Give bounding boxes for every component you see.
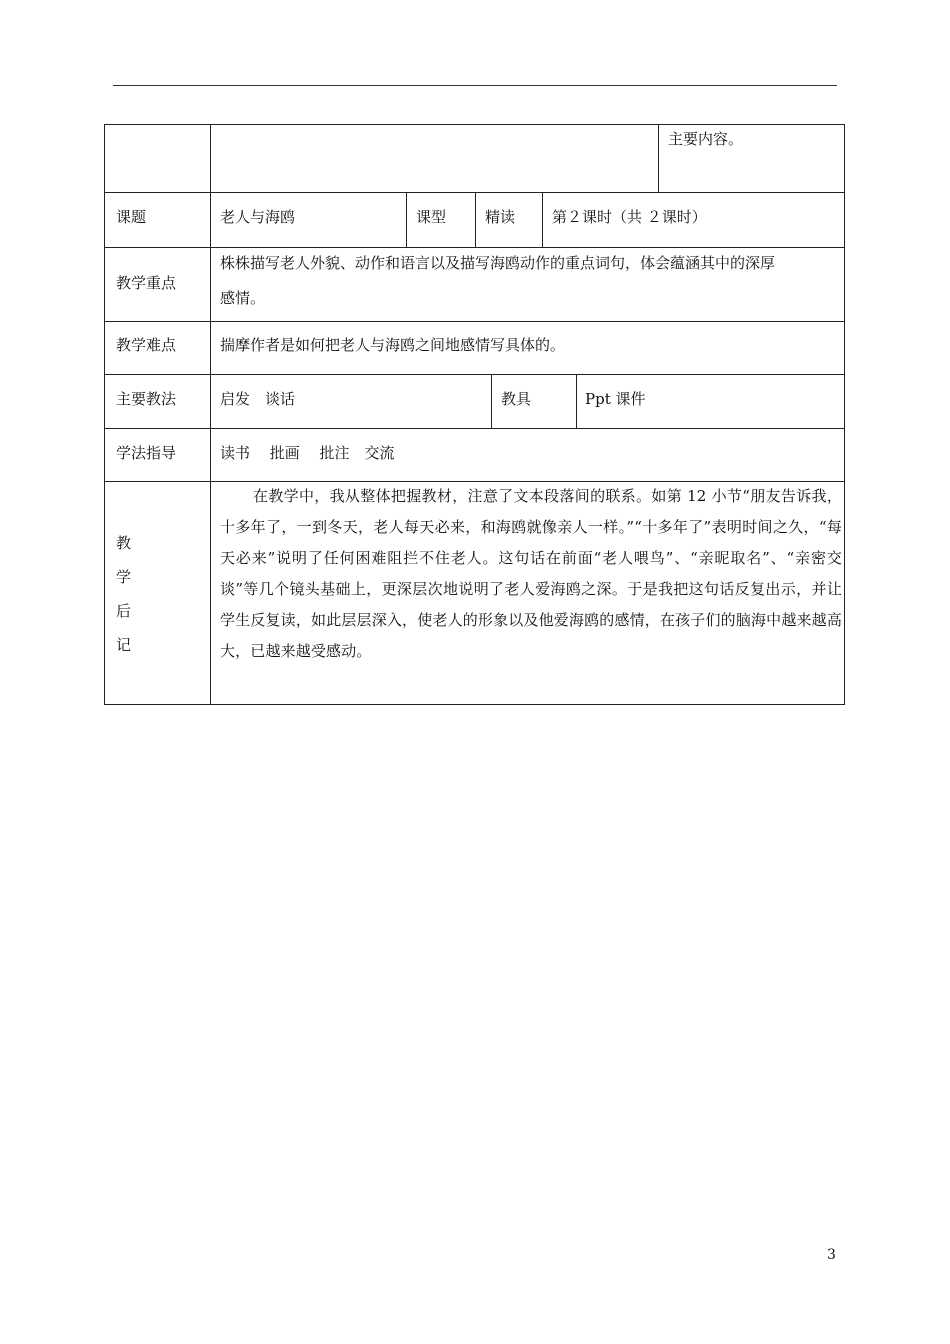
- lesson-title: 老人与海鸥: [220, 208, 296, 226]
- lesson-period: 第２课时（共 ２课时）: [552, 208, 707, 226]
- column-divider: [576, 374, 577, 428]
- column-divider: [542, 192, 543, 247]
- key-points-line-2: 感情。: [220, 289, 266, 307]
- study-guidance-content: 读书 批画 批注 交流: [220, 444, 395, 462]
- topic-label: 课题: [116, 208, 147, 226]
- reflection-label-char: 教: [116, 534, 132, 552]
- teaching-tools-label: 教具: [501, 390, 532, 408]
- header-rule: [113, 85, 837, 86]
- difficulty-content: 揣摩作者是如何把老人与海鸥之间地感情写具体的。: [220, 336, 566, 354]
- difficulty-label: 教学难点: [116, 336, 177, 354]
- column-divider: [406, 192, 407, 247]
- row-divider: [104, 321, 845, 322]
- column-divider: [658, 124, 659, 192]
- reflection-label-char: 学: [116, 568, 132, 586]
- teaching-methods-label: 主要教法: [116, 390, 177, 408]
- row-divider: [104, 428, 845, 429]
- study-guidance-label: 学法指导: [116, 444, 177, 462]
- teaching-methods: 启发 谈话: [220, 390, 296, 408]
- key-points-line-1: 株株描写老人外貌、动作和语言以及描写海鸥动作的重点词句，体会蕴涵其中的深厚: [220, 254, 776, 272]
- reflection-content: 在教学中，我从整体把握教材，注意了文本段落间的联系。如第 12 小节“朋友告诉我，十多年了，一到冬天，老人每天必来，和海鸥就像亲人一样。”“十多年了”表明时间之久，“每天必来”说明了任何困难阻拦不住老人。这句话在前面“老人喂鸟”、“亲昵取名”、“亲密交谈”等几个镜头基础上，更深层次地说明了老人爱海鸥之深。于是我把这句话反复出示，并让学生反复读，如此层层深入，使老人的形象以及他爱海鸥的感情，在孩子们的脑海中越来越高大，已越来越受感动。: [220, 487, 842, 660]
- column-divider: [475, 192, 476, 247]
- page-number: 3: [827, 1247, 836, 1263]
- lesson-type-label: 课型: [416, 208, 447, 226]
- reflection-label: [116, 526, 134, 662]
- row-divider: [104, 247, 845, 248]
- column-divider: [491, 374, 492, 428]
- reflection-label-char: 后: [116, 602, 132, 620]
- main-content-note: 主要内容。: [668, 130, 744, 148]
- column-divider: [210, 124, 211, 705]
- key-points-label: 教学重点: [116, 274, 177, 292]
- row-divider: [104, 374, 845, 375]
- teaching-tools-value: Ppt 课件: [585, 390, 646, 408]
- reflection-label-char: 记: [116, 636, 132, 654]
- lesson-type-value: 精读: [485, 208, 516, 226]
